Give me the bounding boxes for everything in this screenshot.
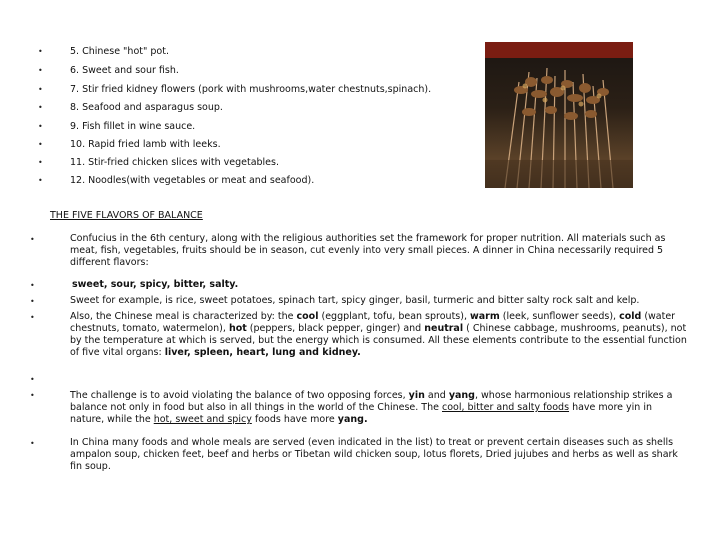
text-run: ( Chinese cabbage, mushrooms, peanuts), not by the temperature at which is served, but the energy which is consumed. All these elements contribute to the essential function of five vital organs: <box>70 323 687 358</box>
bullet: • <box>38 85 43 94</box>
bold-run: yang <box>448 390 475 401</box>
section-heading: THE FIVE FLAVORS OF BALANCE <box>50 210 203 221</box>
text-run: , whose harmonious relationship strikes a balance not only in food but also in all things in the world of the Chinese. The <box>70 390 673 413</box>
bullet: • <box>38 103 43 112</box>
bullet: • <box>30 313 35 322</box>
bullet: • <box>30 281 35 290</box>
bold-run: hot <box>228 323 247 334</box>
bullet: • <box>38 158 43 167</box>
paragraph-sweet-example: Sweet for example, is rice, sweet potatoes, spinach tart, spicy ginger, basil, turmeric and bitter salty rock salt and kelp. <box>70 295 640 306</box>
paragraph-five-flavors <box>72 279 690 291</box>
text-run: The challenge is to avoid violating the balance of two opposing forces, <box>70 390 409 401</box>
bullet: • <box>30 297 35 306</box>
bullet: • <box>38 176 43 185</box>
skewers-illustration <box>485 42 633 188</box>
bullet: • <box>30 391 35 400</box>
bullet: • <box>38 66 43 75</box>
text-run: (eggplant, tofu, bean sprouts), <box>318 311 470 322</box>
bold-run: warm <box>470 311 500 322</box>
list-item: 9. Fish fillet in wine sauce. <box>70 121 196 132</box>
paragraph-yin-yang <box>70 390 688 426</box>
text-run: and <box>424 390 449 401</box>
paragraph-confucius: Confucius in the 6th century, along with the religious authorities set the framework for proper nutrition. All materials such as meat, fish, vegetables, fruits should be in season, cut evenly into very small pieces. A dinner in China necessarily required 5 different flavors: <box>70 233 666 268</box>
list-item: 11. Stir-fried chicken slices with vegetables. <box>70 157 279 168</box>
text-run: have more yin in nature, while the <box>70 402 652 425</box>
paragraph-medicinal-foods: In China many foods and whole meals are served (even indicated in the list) to treat or prevent certain diseases such as shells ampalon soup, chicken feet, beef and herbs or Tibetan wild chicken soup, lotus florets, Dried jujubes and herbs as well as shark fin soup. <box>70 437 678 472</box>
bold-run: cold <box>619 311 642 322</box>
bold-run: neutral <box>424 323 464 334</box>
paragraph-characteristics <box>70 311 688 359</box>
street-food-photo <box>485 42 633 188</box>
text-run: Also, the Chinese meal is characterized by: the <box>70 311 297 322</box>
text-run: (peppers, black pepper, ginger) and <box>246 323 425 334</box>
text-run: (water chestnuts, tomato, watermelon), <box>70 311 676 334</box>
five-flavors-text: sweet, sour, spicy, bitter, salty. <box>72 279 239 290</box>
bullet: • <box>30 375 35 384</box>
bold-run: yang. <box>337 414 368 425</box>
list-item: 8. Seafood and asparagus soup. <box>70 102 223 113</box>
bold-run: yin <box>408 390 425 401</box>
bullet: • <box>38 122 43 131</box>
list-item: 6. Sweet and sour fish. <box>70 65 179 76</box>
bullet: • <box>30 439 35 448</box>
list-item: 5. Chinese "hot" pot. <box>70 46 169 57</box>
list-item: 12. Noodles(with vegetables or meat and seafood). <box>70 175 315 186</box>
bullet: • <box>38 140 43 149</box>
bullet: • <box>38 47 43 56</box>
bullet: • <box>30 235 35 244</box>
underlined-run: cool, bitter and salty foods <box>442 402 570 413</box>
underlined-run: hot, sweet and spicy <box>153 414 252 425</box>
list-item: 7. Stir fried kidney flowers (pork with mushrooms,water chestnuts,spinach). <box>70 84 432 95</box>
bold-run: liver, spleen, heart, lung and kidney. <box>164 347 361 358</box>
text-run: (leek, sunflower seeds), <box>499 311 620 322</box>
list-item: 10. Rapid fried lamb with leeks. <box>70 139 221 150</box>
bold-run: cool <box>296 311 319 322</box>
text-run: foods have more <box>251 414 338 425</box>
